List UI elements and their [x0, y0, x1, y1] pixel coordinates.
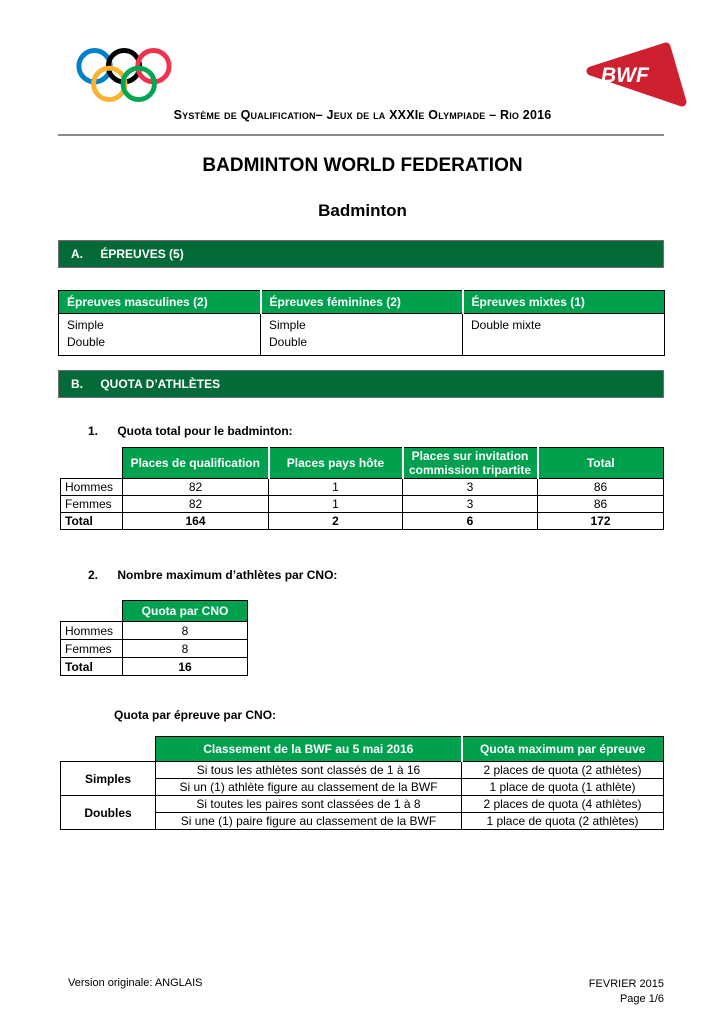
- events-body-row: [59, 314, 665, 356]
- sport-subtitle: Badminton: [318, 201, 407, 220]
- table-cell-classement: Si tous les athlètes sont classés de 1 à 16: [156, 762, 462, 779]
- table-cell-quota: 2 places de quota (4 athlètes): [462, 796, 664, 813]
- table-cell: 86: [538, 479, 664, 496]
- cno-header-row: [61, 601, 248, 622]
- header-classement-bwf: Classement de la BWF au 5 mai 2016: [156, 737, 462, 762]
- page-title: BADMINTON WORLD FEDERATION: [202, 155, 523, 176]
- table-cell-quota: 1 place de quota (1 athlète): [462, 779, 664, 796]
- item1-heading-text: Quota total pour le badminton:: [117, 424, 293, 438]
- events-cell-mixed: [463, 314, 665, 356]
- row-label: Femmes: [61, 640, 123, 658]
- table-cell-classement: Si toutes les paires sont classées de 1 à 8: [156, 796, 462, 813]
- table-cell: 82: [123, 496, 269, 513]
- row-label: Hommes: [61, 479, 123, 496]
- footer-date: FEVRIER 2015: [588, 978, 664, 990]
- table-row-femmes: [61, 496, 664, 513]
- table-cell-quota: 1 place de quota (2 athlètes): [462, 813, 664, 830]
- events-header-mens: Épreuves masculines (2): [59, 291, 261, 314]
- event-item: Simple: [67, 318, 104, 332]
- table-row-simples-1: [61, 762, 664, 779]
- table-row-total: [61, 658, 248, 676]
- event-item: Double: [269, 335, 308, 349]
- table-cell-classement: Si une (1) paire figure au classement de la BWF: [156, 813, 462, 830]
- table-cell-quota: 2 places de quota (2 athlètes): [462, 762, 664, 779]
- events-header-mixed: Épreuves mixtes (1): [463, 291, 665, 314]
- events-cell-mens: [59, 314, 261, 356]
- section-b-label: B.: [71, 377, 83, 391]
- table-row-femmes: [61, 640, 248, 658]
- section-b-title: QUOTA D’ATHLÈTES: [100, 377, 221, 391]
- bwf-logo-icon: [584, 40, 690, 108]
- section-a-label: A.: [71, 247, 83, 261]
- footer-version: Version originale: ANGLAIS: [68, 977, 203, 989]
- events-header-womens: Épreuves féminines (2): [261, 291, 463, 314]
- row-label: Total: [61, 513, 123, 530]
- event-item: Double: [67, 335, 106, 349]
- quota-total-header-row: [61, 448, 664, 479]
- header-total: Total: [538, 448, 664, 479]
- header-divider: [58, 134, 664, 136]
- row-label: Femmes: [61, 496, 123, 513]
- blank-corner-cell: [61, 448, 123, 479]
- table-cell: 8: [123, 640, 248, 658]
- section-a-title: ÉPREUVES (5): [100, 247, 184, 261]
- table-cell: 3: [403, 496, 538, 513]
- event-quota-table: [60, 736, 664, 830]
- section-b-banner: [58, 370, 664, 398]
- header-quota-par-cno: Quota par CNO: [123, 601, 248, 622]
- qualification-system-header: Système de Qualification– Jeux de la XXXIe Olympiade – Rio 2016: [173, 108, 552, 122]
- item2-heading-text: Nombre maximum d’athlètes par CNO:: [117, 568, 338, 582]
- header-places-qualification: Places de qualification: [123, 448, 269, 479]
- item1-heading: [88, 424, 293, 438]
- group-label-doubles: Doubles: [61, 796, 156, 830]
- table-cell: 86: [538, 496, 664, 513]
- table-cell-classement: Si un (1) athlète figure au classement de la BWF: [156, 779, 462, 796]
- section-a-banner: [58, 240, 664, 268]
- blank-corner-cell: [61, 601, 123, 622]
- bwf-logo: [584, 40, 690, 108]
- table-row-doubles-1: [61, 796, 664, 813]
- item2-number: 2.: [88, 568, 99, 582]
- event-item: Double mixte: [471, 318, 542, 332]
- table-row-hommes: [61, 479, 664, 496]
- item1-number: 1.: [88, 424, 99, 438]
- quota-total-table: [60, 447, 664, 530]
- group-label-simples: Simples: [61, 762, 156, 796]
- events-table: [58, 290, 665, 356]
- table-cell: 8: [123, 622, 248, 640]
- table-cell: 1: [269, 479, 403, 496]
- header-places-invitation: Places sur invitation commission tripartite: [403, 448, 538, 479]
- table-cell: 1: [269, 496, 403, 513]
- blank-corner-cell: [61, 737, 156, 762]
- row-label: Total: [61, 658, 123, 676]
- bwf-logo-text: BWF: [601, 64, 649, 87]
- item2-heading: [88, 568, 337, 582]
- table-cell: 164: [123, 513, 269, 530]
- events-header-row: [59, 291, 665, 314]
- table-cell: 82: [123, 479, 269, 496]
- item3-heading-text: Quota par épreuve par CNO:: [114, 708, 277, 722]
- header-places-hote: Places pays hôte: [269, 448, 403, 479]
- item3-heading: [114, 708, 276, 722]
- event-quota-header-row: [61, 737, 664, 762]
- olympic-rings-logo: [73, 44, 175, 108]
- table-cell: 3: [403, 479, 538, 496]
- row-label: Hommes: [61, 622, 123, 640]
- table-row-hommes: [61, 622, 248, 640]
- table-cell: 2: [269, 513, 403, 530]
- header-quota-max: Quota maximum par épreuve: [462, 737, 664, 762]
- table-cell: 172: [538, 513, 664, 530]
- event-item: Simple: [269, 318, 306, 332]
- events-cell-womens: [261, 314, 463, 356]
- table-cell: 16: [123, 658, 248, 676]
- footer-page-number: Page 1/6: [619, 993, 664, 1005]
- table-row-total: [61, 513, 664, 530]
- cno-quota-table: [60, 600, 248, 676]
- footer-date-page: [589, 977, 664, 1007]
- olympic-rings-icon: [73, 44, 175, 108]
- table-cell: 6: [403, 513, 538, 530]
